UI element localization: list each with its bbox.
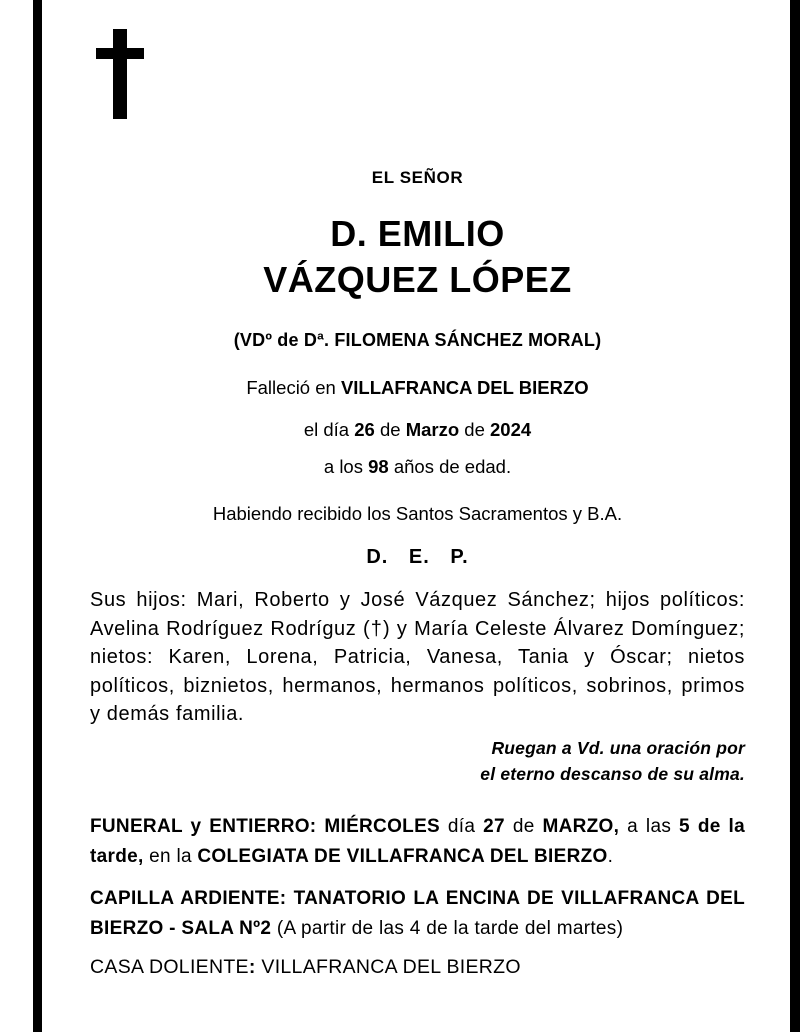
mourning-house-line bbox=[90, 956, 745, 979]
age-prefix: a los bbox=[323, 456, 369, 477]
mourning-house-place: VILLAFRANCA DEL BIERZO bbox=[255, 956, 521, 978]
death-month: Marzo bbox=[405, 419, 460, 440]
date-text: de bbox=[374, 419, 406, 440]
deceased-name-line2: VÁZQUEZ LÓPEZ bbox=[263, 259, 572, 300]
mourning-house-label: CASA DOLIENTE bbox=[90, 956, 249, 978]
death-place: VILLAFRANCA DEL BIERZO bbox=[340, 377, 589, 398]
right-border-rule bbox=[790, 0, 800, 1032]
death-place-line bbox=[90, 377, 745, 399]
wake-chapel-details bbox=[90, 884, 745, 944]
date-text: el día bbox=[303, 419, 355, 440]
mourning-house-colon: : bbox=[248, 956, 256, 978]
dep-abbreviation: D. E. P. bbox=[366, 546, 469, 568]
funeral-segment: en la bbox=[143, 846, 198, 867]
date-text: de bbox=[459, 419, 490, 440]
death-day: 26 bbox=[354, 419, 375, 440]
wake-location: CAPILLA ARDIENTE: TANATORIO LA ENCINA DE VILLAFRANCA DEL BIERZO - SALA Nº2 bbox=[90, 888, 745, 939]
spouse-note: (VDº de Dª. FILOMENA SÁNCHEZ MORAL) bbox=[233, 330, 602, 350]
family-paragraph: Sus hijos: Mari, Roberto y José Vázquez Sánchez; hijos políticos: Avelina Rodríguez Rodríguz (†) y María Celeste Álvarez Domínguez; nietos: Karen, Lorena, Patricia, Vanesa, Tania y Óscar; nietos políticos, biznietos, hermanos, hermanos políticos, sobrinos, primos y demás familia. bbox=[90, 589, 745, 725]
obituary-content bbox=[90, 0, 745, 1032]
death-date-line bbox=[90, 419, 745, 441]
funeral-location: COLEGIATA DE VILLAFRANCA DEL BIERZO bbox=[197, 846, 608, 867]
funeral-day: 27 bbox=[483, 816, 505, 837]
funeral-details bbox=[90, 812, 745, 872]
funeral-month: MARZO, bbox=[542, 816, 620, 837]
funeral-segment: de bbox=[504, 816, 543, 837]
age-value: 98 bbox=[368, 456, 389, 477]
prayer-line2: el eterno descanso de su alma. bbox=[480, 764, 745, 784]
death-place-prefix: Falleció en bbox=[246, 377, 341, 398]
funeral-segment: día bbox=[440, 816, 484, 837]
funeral-segment: a las bbox=[619, 816, 680, 837]
age-suffix: años de edad. bbox=[388, 456, 512, 477]
wake-time-note: (A partir de las 4 de la tarde del martes) bbox=[271, 918, 624, 939]
funeral-time: 5 de la tarde, bbox=[90, 816, 745, 867]
honorific: EL SEÑOR bbox=[371, 168, 464, 187]
sacraments-line: Habiendo recibido los Santos Sacramentos y B.A. bbox=[212, 503, 623, 524]
funeral-segment: FUNERAL y ENTIERRO: MIÉRCOLES bbox=[90, 816, 441, 837]
prayer-line1: Ruegan a Vd. una oración por bbox=[491, 738, 745, 758]
deceased-name-line1: D. EMILIO bbox=[330, 213, 505, 254]
left-border-rule bbox=[33, 0, 42, 1032]
prayer-request bbox=[90, 735, 745, 787]
death-year: 2024 bbox=[490, 419, 532, 440]
funeral-segment: . bbox=[607, 846, 614, 867]
age-line bbox=[90, 456, 745, 478]
